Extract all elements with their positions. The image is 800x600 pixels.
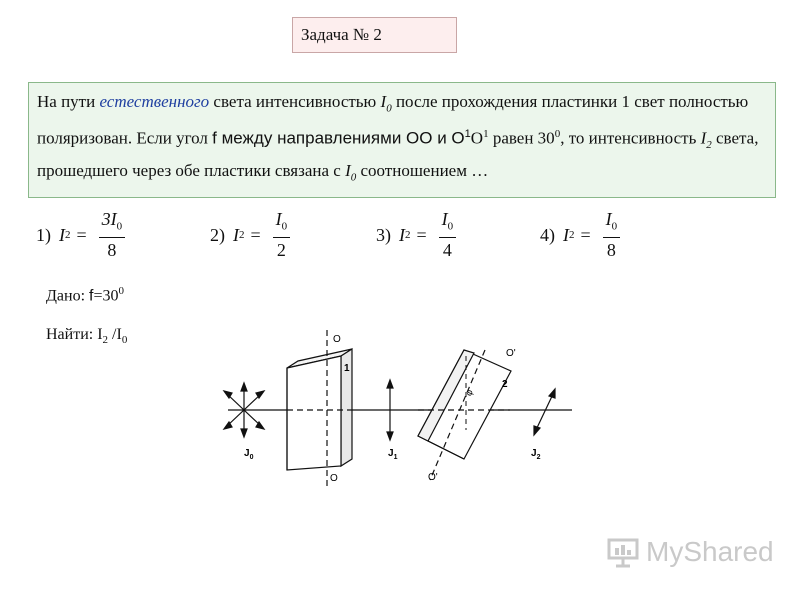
label-J2: $J_2$ xyxy=(531,448,541,461)
answer-number: 3) xyxy=(376,224,391,245)
intensity-subscript: 2 xyxy=(706,139,712,152)
plate-2 xyxy=(418,350,511,459)
presentation-icon xyxy=(606,536,640,568)
intensity-symbol: I xyxy=(380,92,387,111)
answer-variable-sub: 2 xyxy=(65,229,71,241)
watermark-text: MyShared xyxy=(646,536,774,567)
answer-variable: I xyxy=(399,224,405,245)
label-plate-2: 2 xyxy=(502,379,508,390)
label-O1-bottom: O' xyxy=(428,472,438,483)
fraction-numerator: $3I_0$ xyxy=(99,208,126,239)
intensity-subscript: 0 xyxy=(386,102,392,115)
intensity-symbol: I xyxy=(345,161,351,181)
equals-sign: = xyxy=(250,224,261,245)
statement-angle-text: f между направлениями ОО и О xyxy=(212,129,465,149)
equals-sign: = xyxy=(580,224,591,245)
answer-variable-sub: 2 xyxy=(405,229,411,241)
given-degree: 0 xyxy=(118,285,125,297)
fraction-numerator: $I_0$ xyxy=(439,208,457,239)
answer-variable-sub: 2 xyxy=(239,229,245,241)
label-J1: $J_1$ xyxy=(388,448,398,461)
answer-number: 4) xyxy=(540,224,555,245)
fraction-denominator: 4 xyxy=(442,240,452,261)
problem-title: Задача № 2 xyxy=(292,17,457,53)
label-O-top: O xyxy=(333,334,341,345)
fraction-numerator: $I_0$ xyxy=(273,208,291,239)
label-J0: $J_0$ xyxy=(244,448,254,461)
fraction-numerator: $I_0$ xyxy=(603,208,621,239)
find-label: Найти: I xyxy=(46,326,103,343)
tilted-polarization-icon xyxy=(534,389,555,435)
equals-sign: = xyxy=(416,224,427,245)
find-sub: 2 xyxy=(102,334,109,347)
statement-text: О xyxy=(470,129,484,149)
label-O1-top: O' xyxy=(506,348,516,359)
statement-text: равен 30 xyxy=(488,129,555,149)
given-angle-symbol: f xyxy=(89,287,94,305)
label-O-bottom: O xyxy=(330,473,338,484)
statement-text: света, прошедшего через обе пластики связана с xyxy=(37,129,759,181)
statement-text: На пути xyxy=(37,92,100,111)
statement-superscript: 1 xyxy=(464,128,471,141)
statement-text: света интенсивностью xyxy=(209,92,381,111)
answer-variable: I xyxy=(233,224,239,245)
answer-variable-sub: 2 xyxy=(569,229,575,241)
statement-emphasis: естественного xyxy=(99,92,210,111)
watermark xyxy=(606,536,774,568)
answer-number: 1) xyxy=(36,224,51,245)
find-sub: 0 xyxy=(121,334,128,347)
fraction-denominator: 8 xyxy=(107,240,117,261)
given-label: Дано: xyxy=(46,287,90,305)
given-value: =30 xyxy=(93,287,119,305)
statement-text: соотношением … xyxy=(356,161,489,181)
find-mid: /I xyxy=(108,326,122,343)
statement-text: после прохождения пластинки 1 свет полностью поляризован. Если угол xyxy=(37,92,749,149)
statement-text: , то интенсивность xyxy=(560,129,701,149)
fraction-denominator: 2 xyxy=(276,240,286,261)
fraction-denominator: 8 xyxy=(606,240,616,261)
statement-superscript: 1 xyxy=(483,128,489,141)
label-angle: φ xyxy=(463,388,475,398)
answer-variable: I xyxy=(563,224,569,245)
answer-variable: I xyxy=(59,224,65,245)
label-plate-1: 1 xyxy=(344,363,350,374)
answer-number: 2) xyxy=(210,224,225,245)
statement-superscript: 0 xyxy=(554,128,561,141)
intensity-symbol: I xyxy=(700,129,707,149)
intensity-subscript: 0 xyxy=(350,171,357,184)
equals-sign: = xyxy=(76,224,87,245)
